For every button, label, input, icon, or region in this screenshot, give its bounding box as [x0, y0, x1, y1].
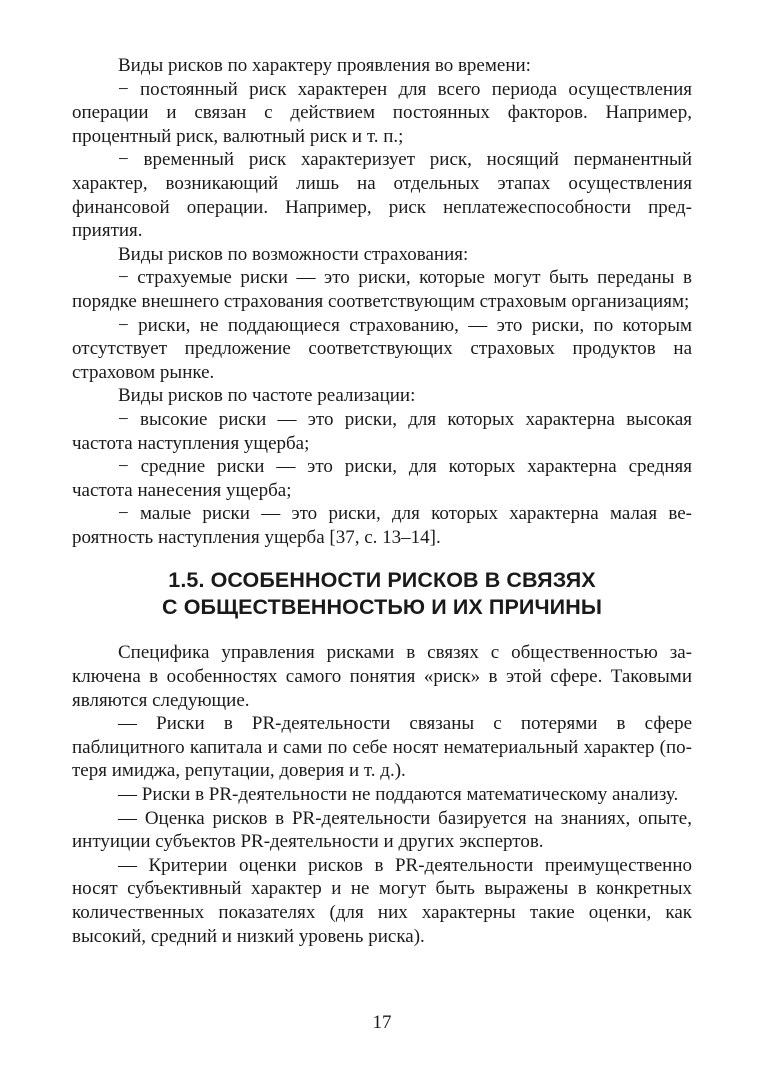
- section-heading-line-1: 1.5. ОСОБЕННОСТИ РИСКОВ В СВЯЗЯХ: [168, 568, 596, 593]
- paragraph: − средние риски — это риски, для которых характерна средняя частота нанесения ущерба;: [72, 456, 692, 501]
- page-body: [72, 54, 692, 948]
- paragraph: − высокие риски — это риски, для которых характерна высокая частота наступления ущерба;: [72, 408, 692, 454]
- paragraph: — Оценка рисков в PR-деятельности базируется на знаниях, опыте, интуиции субъектов PR-деятельности и других экспертов.: [72, 807, 692, 853]
- paragraph: — Критерии оценки рисков в PR-деятельности преимущественно носят субъективный характер и не могут быть выражены в конкретных количественных показателях (для них характерны такие оценки, как высокий, средний и низкий уровень риска).: [72, 854, 692, 947]
- paragraph: — Риски в PR-деятельности не поддаются математическому анализу.: [118, 784, 679, 806]
- section-heading: [72, 567, 692, 621]
- paragraph: Виды рисков по возможности страхования:: [118, 243, 469, 265]
- paragraph: − риски, не поддающиеся страхованию, — это риски, по которым отсутствует предложение соответствующих страховых продуктов на страховом рынке.: [72, 314, 692, 383]
- paragraph: Виды рисков по характеру проявления во времени:: [118, 55, 531, 76]
- paragraph: − малые риски — это риски, для которых характерна малая вероятность наступления ущерба [37, с. 13–14].: [72, 503, 692, 548]
- paragraph: − страхуемые риски — это риски, которые могут быть переданы в порядке внешнего страхования соответствующим страховым организациям;: [72, 267, 692, 312]
- section-heading-line-2: С ОБЩЕСТВЕННОСТЬЮ И ИХ ПРИЧИНЫ: [162, 595, 602, 620]
- paragraph: − постоянный риск характерен для всего периода осуществления операции и связан с действием постоянных факторов. Например, процентный риск, валютный риск и т. п.;: [72, 78, 692, 147]
- page-number: 17: [372, 1012, 392, 1033]
- paragraph: — Риски в PR-деятельности связаны с потерями в сфере паблицитного капитала и сами по себе носят нематериальный характер (потеря имиджа, репутации, доверия и т. д.).: [72, 713, 692, 782]
- paragraph: Виды рисков по частоте реализации:: [118, 385, 416, 407]
- paragraph: Специфика управления рисками в связях с общественностью заключена в особенностях самого понятия «риск» в этой сфере. Таковыми являются следующие.: [72, 642, 692, 711]
- paragraph: − временный риск характеризует риск, носящий перманентный характер, возникающий лишь на отдельных этапах осуществления финансовой операции. Например, риск неплатежеспособности предприятия.: [72, 149, 692, 242]
